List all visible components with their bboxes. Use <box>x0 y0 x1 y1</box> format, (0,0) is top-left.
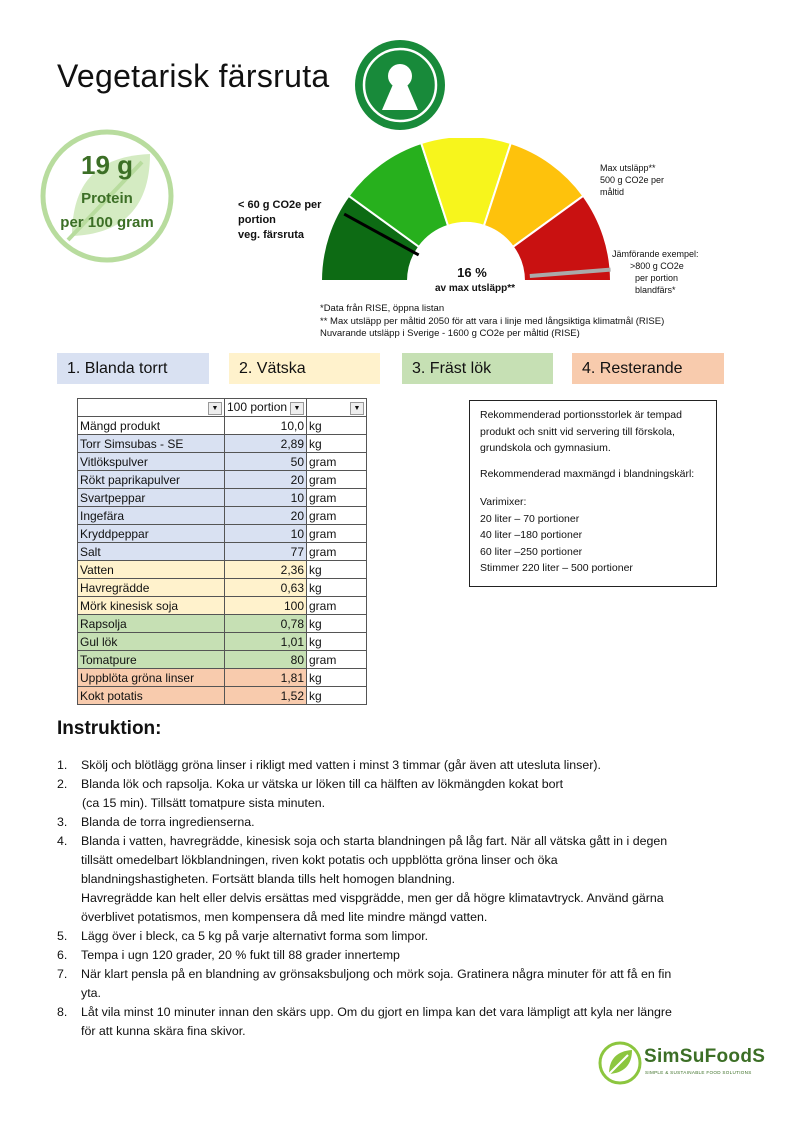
table-row <box>78 615 367 633</box>
ingredient-quantity: 77 <box>225 543 307 561</box>
ingredient-table <box>77 398 367 705</box>
ingredient-name: Vitlökspulver <box>78 453 225 471</box>
step-text: Skölj och blötlägg gröna linser i rikligt med vatten i minst 3 timmar (går även att utesluta linser). <box>81 758 601 772</box>
protein-badge <box>38 128 176 264</box>
instruction-step <box>57 946 737 965</box>
table-row <box>78 417 367 435</box>
gauge-left-label: < 60 g CO2e per portion veg. färsruta <box>238 199 322 241</box>
footnote: Nuvarande utsläpp i Sverige - 1600 g CO2e per måltid (RISE) <box>320 328 580 339</box>
category-rest: 4. Resterande <box>572 353 724 384</box>
ingredient-name: Havregrädde <box>78 579 225 597</box>
gauge-percent-label: av max utsläpp** <box>434 283 516 294</box>
table-row <box>78 687 367 705</box>
ingredient-unit: kg <box>307 633 367 651</box>
step-text: för att kunna skära fina skivor. <box>81 1024 246 1038</box>
table-row <box>78 579 367 597</box>
ingredient-quantity: 80 <box>225 651 307 669</box>
mixer-item: 60 liter –250 portioner <box>480 545 583 558</box>
step-text: Låt vila minst 10 minuter innan den skärs upp. Om du gjort en limpa kan det vara lämpligt att kyla ner längre <box>81 1005 672 1019</box>
ingredient-quantity: 10 <box>225 525 307 543</box>
table-row <box>78 471 367 489</box>
step-number: 2. <box>57 777 68 791</box>
instruction-step <box>57 927 737 946</box>
ingredient-name: Tomatpure <box>78 651 225 669</box>
mixer-item: 40 liter –180 portioner <box>480 529 583 541</box>
leaf-logo-icon <box>598 1041 642 1085</box>
table-row <box>78 453 367 471</box>
step-number: 1. <box>57 758 68 772</box>
ingredient-unit: gram <box>307 453 367 471</box>
step-number: 8. <box>57 1005 68 1019</box>
category-onion: 3. Fräst lök <box>402 353 553 384</box>
instruction-step <box>57 775 737 813</box>
mixer-item: 20 liter – 70 portioner <box>480 512 580 525</box>
ingredient-quantity: 10 <box>225 489 307 507</box>
portion-header: 100 portion <box>227 400 288 414</box>
table-row <box>78 525 367 543</box>
step-number: 7. <box>57 967 68 981</box>
ingredient-name: Ingefära <box>78 507 225 525</box>
ingredient-quantity: 10,0 <box>225 417 307 435</box>
ingredient-name: Rapsolja <box>78 615 225 633</box>
gauge-compare-label: Jämförande exempel: >800 g CO2e per portion blandfärs* <box>612 249 699 295</box>
ingredient-unit: gram <box>307 543 367 561</box>
instruction-step <box>57 832 737 927</box>
step-text: Lägg över i bleck, ca 5 kg på varje alternativt forma som limpor. <box>81 929 429 943</box>
ingredient-unit: kg <box>307 561 367 579</box>
ingredient-quantity: 20 <box>225 507 307 525</box>
ingredient-name: Salt <box>78 543 225 561</box>
step-text: Blanda lök och rapsolja. Koka ur vätska ur löken till ca hälften av lökmängden kokat bort <box>81 777 564 791</box>
ingredient-unit: gram <box>307 525 367 543</box>
category-liquid: 2. Vätska <box>229 353 380 384</box>
instruction-step <box>57 1003 737 1041</box>
ingredient-unit: kg <box>307 435 367 453</box>
ingredient-unit: kg <box>307 417 367 435</box>
table-row <box>78 543 367 561</box>
table-row <box>78 489 367 507</box>
ingredient-name: Rökt paprikapulver <box>78 471 225 489</box>
instruction-list <box>57 756 737 1041</box>
table-row <box>78 597 367 615</box>
ingredient-unit: kg <box>307 687 367 705</box>
gauge-percent: 16 % <box>457 265 487 280</box>
ingredient-unit: gram <box>307 507 367 525</box>
ingredient-quantity: 0,78 <box>225 615 307 633</box>
ingredient-unit: kg <box>307 615 367 633</box>
ingredient-name: Gul lök <box>78 633 225 651</box>
ingredient-unit: kg <box>307 669 367 687</box>
table-header-row <box>78 399 367 417</box>
instruction-step <box>57 813 737 832</box>
mixer-item: Stimmer 220 liter – 500 portioner <box>480 562 633 574</box>
logo-tagline: SIMPLE & SUSTAINABLE FOOD SOLUTIONS <box>645 1070 752 1075</box>
instructions-heading: Instruktion: <box>57 718 162 739</box>
ingredient-unit: gram <box>307 597 367 615</box>
step-text: Blanda de torra ingredienserna. <box>81 815 255 829</box>
filter-dropdown-icon[interactable]: ▼ <box>290 402 304 415</box>
gauge-max-label: Max utsläpp** 500 g CO2e per måltid <box>600 163 665 197</box>
ingredient-quantity: 100 <box>225 597 307 615</box>
mixer-title: Varimixer: <box>480 496 527 508</box>
ingredient-unit: kg <box>307 579 367 597</box>
ingredient-quantity: 1,01 <box>225 633 307 651</box>
ingredient-name: Kokt potatis <box>78 687 225 705</box>
instruction-step <box>57 965 737 1003</box>
recommendation-box <box>469 400 717 587</box>
page-title: Vegetarisk färsruta <box>57 58 330 94</box>
ingredient-name: Mängd produkt <box>78 417 225 435</box>
step-number: 6. <box>57 948 68 962</box>
step-text: (ca 15 min). Tillsätt tomatpure sista minuten. <box>82 796 326 810</box>
ingredient-quantity: 1,52 <box>225 687 307 705</box>
table-row <box>78 669 367 687</box>
portion-recommendation: Rekommenderad portionsstorlek är tempad produkt och snitt vid servering till förskola, grundskola och gymnasium. <box>480 409 682 454</box>
step-text: Blanda i vatten, havregrädde, kinesisk soja och starta blandningen på låg fart. När all vätska gått in i degen <box>81 834 668 848</box>
table-row <box>78 507 367 525</box>
ingredient-name: Vatten <box>78 561 225 579</box>
ingredient-quantity: 2,89 <box>225 435 307 453</box>
ingredient-name: Kryddpeppar <box>78 525 225 543</box>
step-text: yta. <box>81 986 101 1000</box>
footnote: *Data från RISE, öppna listan <box>320 303 445 314</box>
protein-per-label: per 100 gram <box>60 214 154 231</box>
ingredient-name: Uppblöta gröna linser <box>78 669 225 687</box>
ingredient-unit: gram <box>307 651 367 669</box>
footnote: ** Max utsläpp per måltid 2050 för att vara i linje med långsiktiga klimatmål (RISE) <box>320 315 665 327</box>
step-text: När klart pensla på en blandning av grönsaksbuljong och mörk soja. Gratinera några minuter för att få en fin <box>81 967 672 981</box>
filter-dropdown-icon[interactable]: ▼ <box>208 402 222 415</box>
ingredient-quantity: 50 <box>225 453 307 471</box>
step-number: 3. <box>57 815 68 829</box>
protein-label: Protein <box>81 190 133 207</box>
step-text: tillsätt omedelbart lökblandningen, riven kokt potatis och uppblötta gröna linser och öka <box>81 853 558 867</box>
ingredient-quantity: 20 <box>225 471 307 489</box>
table-row <box>78 435 367 453</box>
step-text: Havregrädde kan helt eller delvis ersättas med vispgrädde, men ger då högre klimatavtryck. Använd gärna <box>81 891 664 905</box>
instruction-step <box>57 756 737 775</box>
ingredient-quantity: 1,81 <box>225 669 307 687</box>
category-dry: 1. Blanda torrt <box>57 353 209 384</box>
ingredient-unit: gram <box>307 489 367 507</box>
ingredient-name: Torr Simsubas - SE <box>78 435 225 453</box>
max-amount-heading: Rekommenderad maxmängd i blandningskärl: <box>480 467 695 480</box>
ingredient-quantity: 2,36 <box>225 561 307 579</box>
ingredient-name: Mörk kinesisk soja <box>78 597 225 615</box>
table-row <box>78 633 367 651</box>
step-number: 4. <box>57 834 68 848</box>
filter-dropdown-icon[interactable]: ▼ <box>350 402 364 415</box>
protein-amount: 19 g <box>80 150 134 180</box>
ingredient-unit: gram <box>307 471 367 489</box>
keyhole-label-icon <box>355 40 445 130</box>
table-row <box>78 561 367 579</box>
step-text: överblivet potatismos, men kompensera då med lite mindre mängd vatten. <box>81 910 488 924</box>
footnotes <box>320 303 664 341</box>
table-row <box>78 651 367 669</box>
simsufoods-logo <box>598 1040 764 1086</box>
step-number: 5. <box>57 929 68 943</box>
step-text: blandningshastigheten. Fortsätt blanda tills helt homogen blandning. <box>81 872 456 886</box>
step-text: Tempa i ugn 120 grader, 20 % fukt till 88 grader innertemp <box>81 948 400 962</box>
ingredient-quantity: 0,63 <box>225 579 307 597</box>
ingredient-name: Svartpeppar <box>78 489 225 507</box>
logo-name: SimSuFoodS <box>644 1046 766 1067</box>
